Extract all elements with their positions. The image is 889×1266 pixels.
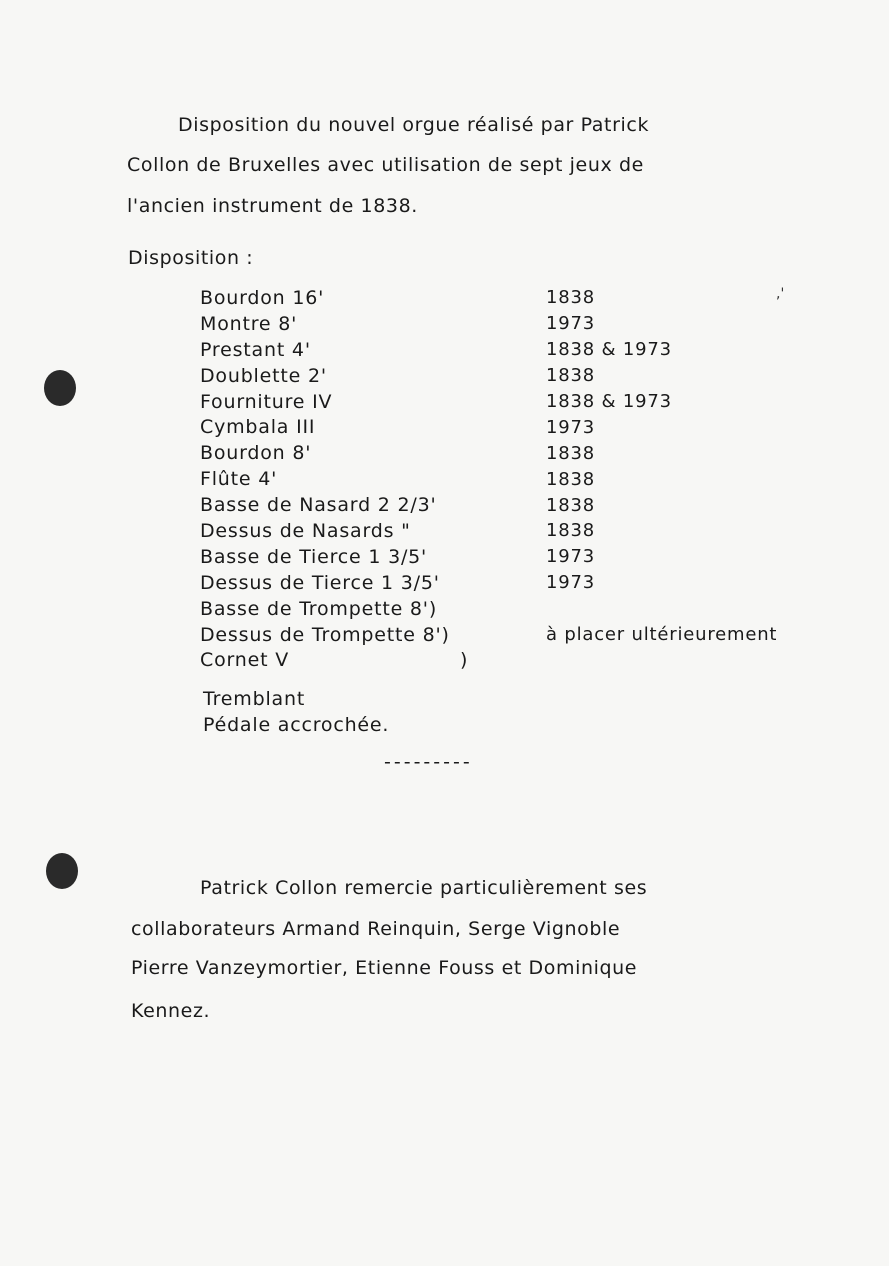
stop-row: [200, 414, 880, 440]
punch-hole-top: [44, 370, 76, 406]
intro-line-2: Collon de Bruxelles avec utilisation de sept jeux de: [127, 154, 644, 176]
stop-row: [200, 466, 880, 492]
stop-row: [200, 622, 880, 648]
stop-name: Basse de Trompette 8'): [200, 597, 438, 620]
stop-row: [200, 544, 880, 570]
stop-row: [200, 389, 880, 415]
stop-name: Prestant 4': [200, 338, 311, 361]
stop-name: Cornet V ): [200, 649, 469, 672]
stop-year: 1838: [546, 442, 596, 464]
extras: [203, 686, 389, 738]
stop-row: [200, 570, 880, 596]
stop-year: à placer ultérieurement: [546, 624, 778, 646]
stop-name: Basse de Tierce 1 3/5': [200, 545, 428, 568]
thanks-line-2: collaborateurs Armand Reinquin, Serge Vignoble: [131, 918, 621, 940]
stop-row: [200, 311, 880, 337]
stop-row: [200, 647, 880, 673]
extra-tremblant: Tremblant: [203, 688, 306, 710]
stop-year: 1973: [546, 572, 596, 594]
stop-row: [200, 285, 880, 311]
stop-name: Flûte 4': [200, 468, 278, 491]
stop-year: 1838: [546, 365, 596, 387]
stop-row: [200, 518, 880, 544]
stop-row: [200, 363, 880, 389]
thanks-line-3: Pierre Vanzeymortier, Etienne Fouss et Dominique: [131, 957, 638, 979]
intro-line-3: l'ancien instrument de 1838.: [127, 195, 418, 217]
stop-list: [200, 285, 880, 673]
stop-year: 1973: [546, 416, 596, 438]
stop-name: Cymbala III: [200, 416, 316, 439]
intro-line-1: Disposition du nouvel orgue réalisé par Patrick: [178, 114, 650, 136]
stop-name: Montre 8': [200, 312, 298, 335]
stop-name: Bourdon 8': [200, 442, 312, 465]
stop-row: [200, 492, 880, 518]
punch-hole-bottom: [46, 853, 78, 889]
stop-name: Bourdon 16': [200, 286, 325, 309]
stop-name: Doublette 2': [200, 364, 327, 387]
stop-year: 1838: [546, 520, 596, 542]
stop-name: Dessus de Tierce 1 3/5': [200, 571, 440, 594]
disposition-heading: Disposition :: [128, 247, 254, 269]
stop-year: 1838: [546, 468, 596, 490]
stop-row: [200, 596, 880, 622]
stop-name: Dessus de Nasards ": [200, 519, 411, 542]
thanks-line-4: Kennez.: [131, 1000, 211, 1022]
stop-year: 1838: [546, 287, 596, 309]
stop-name: Dessus de Trompette 8'): [200, 623, 450, 646]
extra-pedale: Pédale accrochée.: [203, 714, 390, 736]
stop-year: 1973: [546, 313, 596, 335]
stop-year: 1838 & 1973: [546, 339, 672, 361]
stop-year: 1838 & 1973: [546, 391, 672, 412]
stop-row: [200, 440, 880, 466]
stop-name: Basse de Nasard 2 2/3': [200, 494, 437, 517]
stop-row: [200, 337, 880, 363]
thanks-line-1: Patrick Collon remercie particulièrement ses: [200, 877, 648, 899]
separator: ---------: [384, 751, 473, 773]
stop-year: 1838: [546, 494, 596, 516]
ink-mark: ,': [776, 286, 785, 302]
stop-name: Fourniture IV: [200, 390, 333, 413]
stop-year: 1973: [546, 546, 596, 568]
